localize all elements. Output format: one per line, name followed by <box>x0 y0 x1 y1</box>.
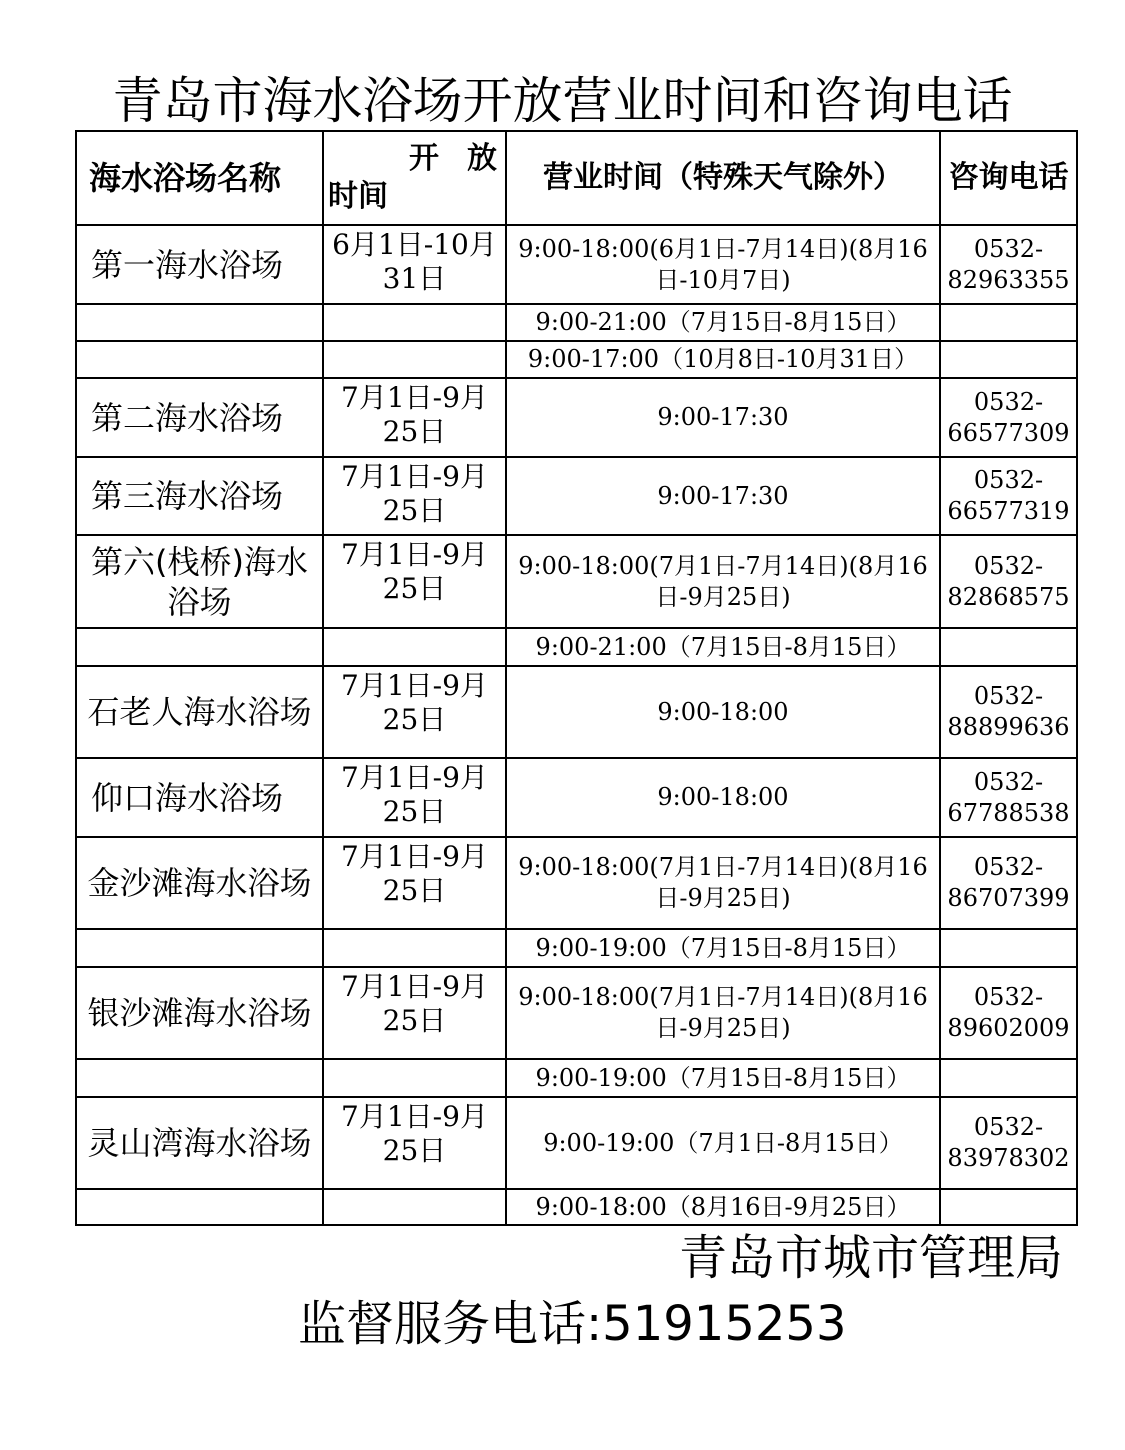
phone-number: 0532-66577319 <box>940 457 1077 535</box>
open-period <box>323 1059 506 1097</box>
phone-number: 0532-82868575 <box>940 535 1077 628</box>
beach-name: 第二海水浴场 <box>76 378 323 457</box>
table-row <box>76 341 1077 378</box>
beach-name <box>76 628 323 666</box>
beach-name: 银沙滩海水浴场 <box>76 967 323 1059</box>
header-beach-name: 海水浴场名称 <box>76 131 323 225</box>
phone-number <box>940 1189 1077 1225</box>
page-title: 青岛市海水浴场开放营业时间和咨询电话 <box>112 72 1013 130</box>
beach-name: 灵山湾海水浴场 <box>76 1097 323 1189</box>
table-row <box>76 1097 1077 1189</box>
open-period <box>323 1189 506 1225</box>
table-row <box>76 225 1077 304</box>
table-row <box>76 666 1077 758</box>
table-row <box>76 1059 1077 1097</box>
beach-schedule-table <box>75 130 1078 1226</box>
table-row <box>76 378 1077 457</box>
business-hours: 9:00-18:00(7月1日-7月14日)(8月16日-9月25日) <box>506 967 940 1059</box>
beach-name <box>76 341 323 378</box>
table-row <box>76 967 1077 1059</box>
open-period <box>323 304 506 341</box>
beach-name: 第六(栈桥)海水浴场 <box>76 535 323 628</box>
table-row <box>76 837 1077 929</box>
beach-name: 第三海水浴场 <box>76 457 323 535</box>
header-open-line2: 时间 <box>328 179 388 214</box>
header-phone: 咨询电话 <box>940 131 1077 225</box>
open-period: 7月1日-9月25日 <box>323 967 506 1059</box>
table-row <box>76 929 1077 967</box>
business-hours: 9:00-17:30 <box>506 457 940 535</box>
business-hours: 9:00-18:00 <box>506 758 940 837</box>
open-period: 6月1日-10月31日 <box>323 225 506 304</box>
business-hours: 9:00-19:00（7月15日-8月15日） <box>506 929 940 967</box>
business-hours: 9:00-18:00(7月1日-7月14日)(8月16日-9月25日) <box>506 837 940 929</box>
table-row <box>76 758 1077 837</box>
business-hours: 9:00-21:00（7月15日-8月15日） <box>506 628 940 666</box>
beach-name: 仰口海水浴场 <box>76 758 323 837</box>
table-row <box>76 1189 1077 1225</box>
phone-number: 0532-86707399 <box>940 837 1077 929</box>
phone-number: 0532-88899636 <box>940 666 1077 758</box>
open-period: 7月1日-9月25日 <box>323 535 506 628</box>
business-hours: 9:00-19:00（7月15日-8月15日） <box>506 1059 940 1097</box>
business-hours: 9:00-18:00(7月1日-7月14日)(8月16日-9月25日) <box>506 535 940 628</box>
beach-name: 石老人海水浴场 <box>76 666 323 758</box>
business-hours: 9:00-17:00（10月8日-10月31日） <box>506 341 940 378</box>
phone-number <box>940 929 1077 967</box>
beach-name <box>76 304 323 341</box>
business-hours: 9:00-17:30 <box>506 378 940 457</box>
table-row <box>76 457 1077 535</box>
phone-number <box>940 628 1077 666</box>
business-hours: 9:00-21:00（7月15日-8月15日） <box>506 304 940 341</box>
supervision-hotline: 监督服务电话:51915253 <box>298 1296 847 1352</box>
beach-name <box>76 1189 323 1225</box>
header-open-period <box>323 131 525 225</box>
table-row <box>76 535 1077 628</box>
open-period: 7月1日-9月25日 <box>323 457 506 535</box>
business-hours: 9:00-18:00（8月16日-9月25日） <box>506 1189 940 1225</box>
beach-name <box>76 1059 323 1097</box>
open-period: 7月1日-9月25日 <box>323 837 506 929</box>
open-period: 7月1日-9月25日 <box>323 758 506 837</box>
business-hours: 9:00-18:00 <box>506 666 940 758</box>
issuing-organization: 青岛市城市管理局 <box>678 1230 1063 1286</box>
header-open-line1: 开放 <box>409 141 525 176</box>
open-period: 7月1日-9月25日 <box>323 1097 506 1189</box>
open-period <box>323 341 506 378</box>
header-business-hours: 营业时间（特殊天气除外） <box>506 131 940 225</box>
beach-name <box>76 929 323 967</box>
open-period: 7月1日-9月25日 <box>323 378 506 457</box>
open-period: 7月1日-9月25日 <box>323 666 506 758</box>
open-period <box>323 929 506 967</box>
beach-name: 第一海水浴场 <box>76 225 323 304</box>
phone-number: 0532-66577309 <box>940 378 1077 457</box>
business-hours: 9:00-19:00（7月1日-8月15日） <box>506 1097 940 1189</box>
open-period <box>323 628 506 666</box>
phone-number <box>940 341 1077 378</box>
table-row <box>76 628 1077 666</box>
phone-number: 0532-67788538 <box>940 758 1077 837</box>
phone-number: 0532-83978302 <box>940 1097 1077 1189</box>
phone-number: 0532-82963355 <box>940 225 1077 304</box>
table-row <box>76 304 1077 341</box>
phone-number <box>940 1059 1077 1097</box>
table-header-row <box>76 131 1077 225</box>
business-hours: 9:00-18:00(6月1日-7月14日)(8月16日-10月7日) <box>506 225 940 304</box>
phone-number <box>940 304 1077 341</box>
beach-name: 金沙滩海水浴场 <box>76 837 323 929</box>
phone-number: 0532-89602009 <box>940 967 1077 1059</box>
